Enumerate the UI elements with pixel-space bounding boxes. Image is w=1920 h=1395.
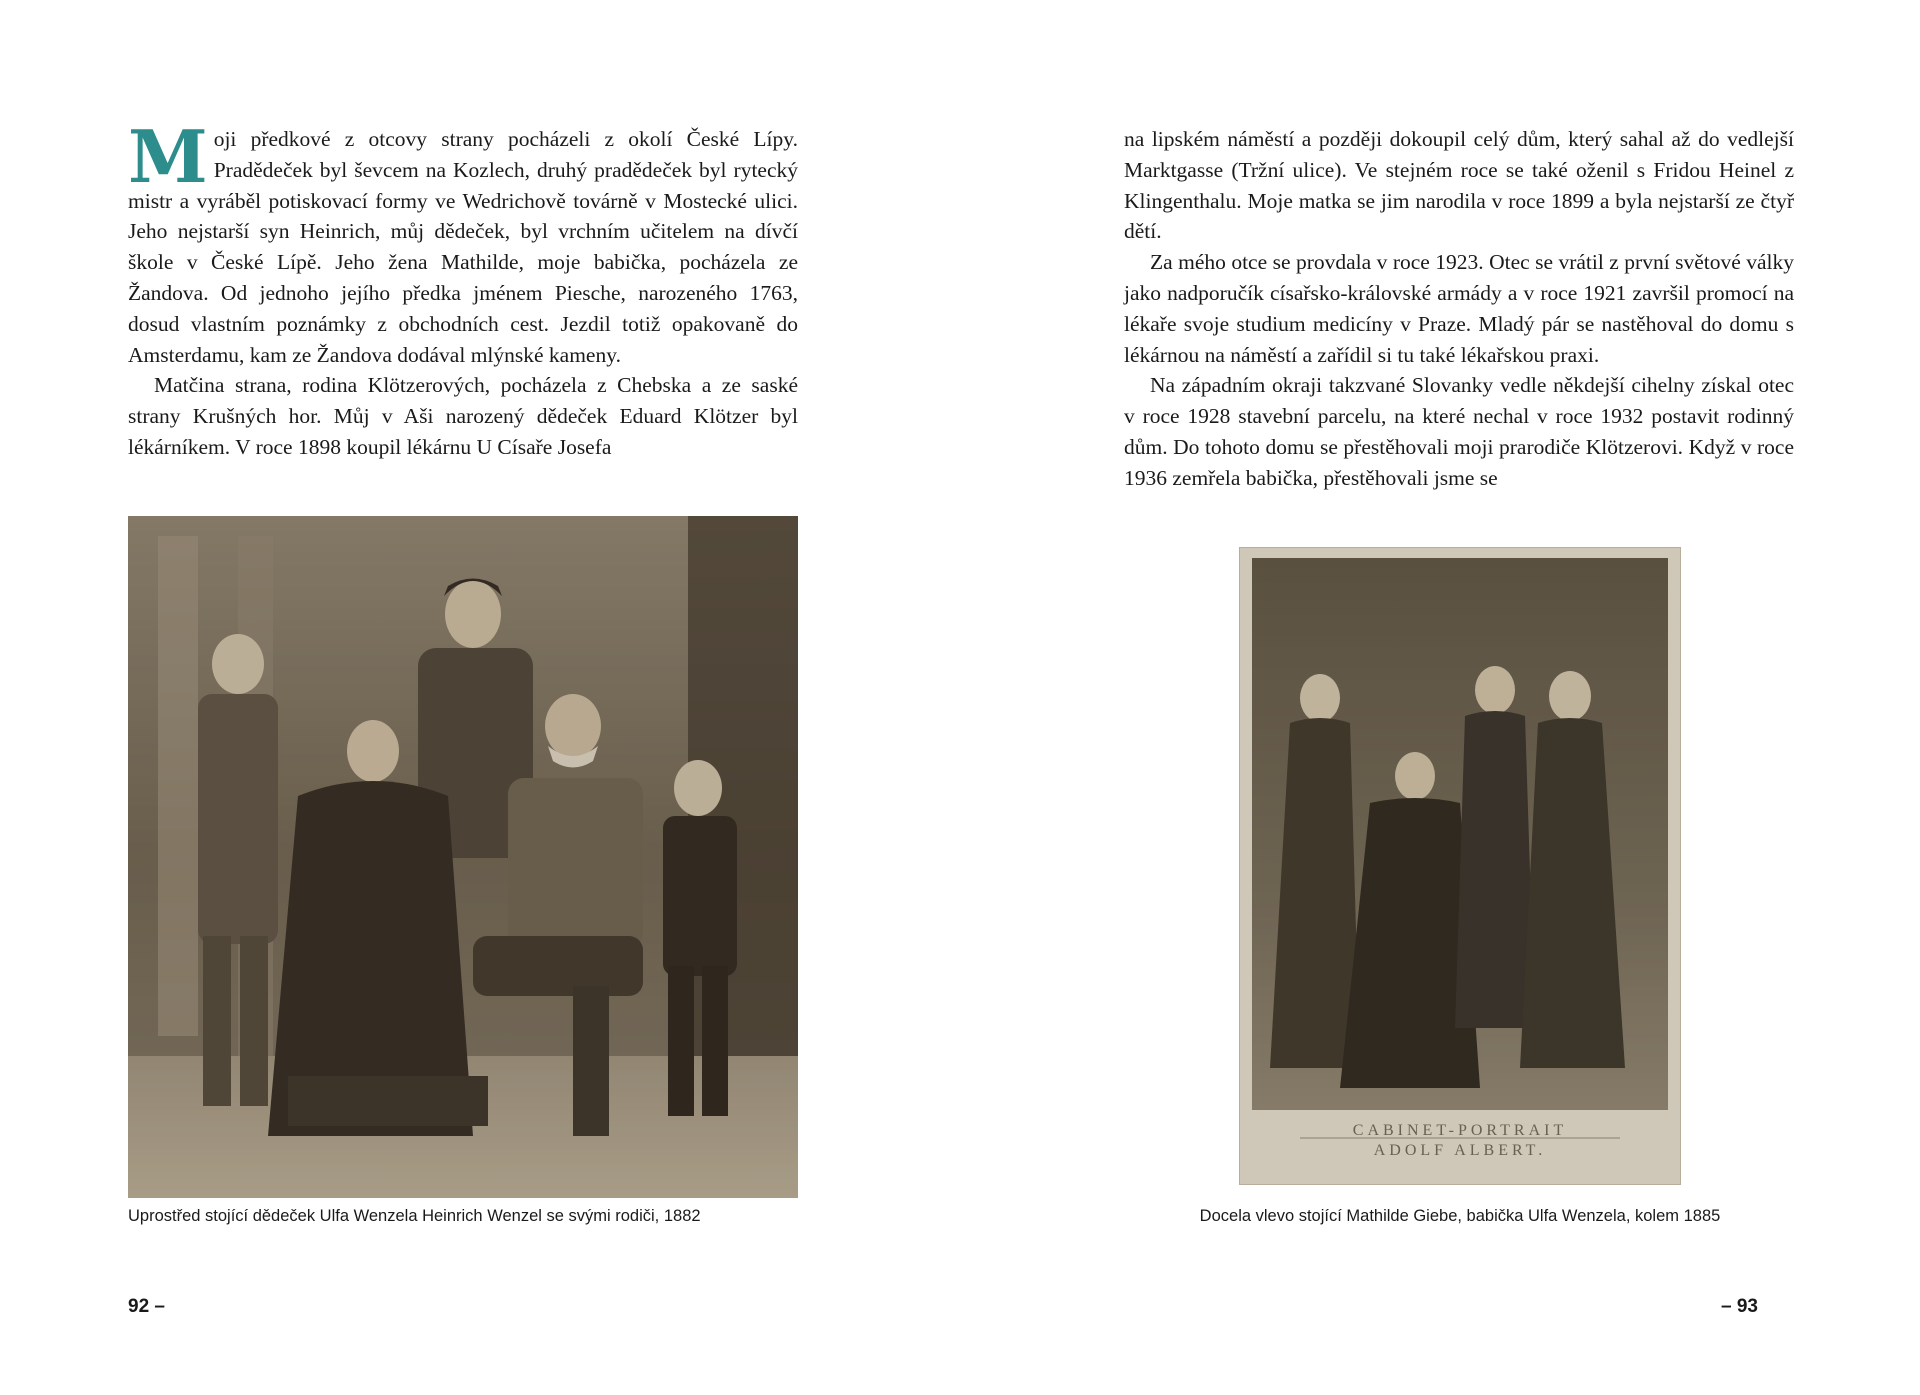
left-paragraph-2: Matčina strana, rodina Klötzerových, pocházela z Chebska a ze saské strany Krušných hor. Můj v Aši narozený dědeček Eduard Klötzer byl lékárníkem. V roce 1898 koupil lékárnu U Císaře Josefa <box>128 373 798 459</box>
left-paragraph-1 <box>128 114 798 370</box>
left-paragraph-1-text: oji předkové z otcovy strany pocházeli z okolí České Lípy. Pradědeček byl ševcem na Kozlech, druhý pradědeček byl rytecký mistr a vyráběl potiskovací formy ve Wedrichově továrně v Mostecké ulici. Jeho nejstarší syn Heinrich, můj dědeček, byl vrchním učitelem na dívčí škole v České Lípě. Jeho žena Mathilde, moje babička, pocházela ze Žandova. Od jednoho jejího předka jménem Piesche, narozeného 1763, dosud vlastním poznámky z obchodních cest. Jezdil totiž opakovaně do Amsterdamu, kam ze Žandova dodával mlýnské kameny. <box>128 127 798 367</box>
right-paragraph-3: Na západním okraji takzvané Slovanky vedle někdejší cihelny získal otec v roce 1928 stavební parcelu, na které nechal v roce 1932 postavit rodinný dům. Do tohoto domu se přestěhovali moji prarodiče Klötzerovi. Když v roce 1936 zemřela babička, přestěhovali jsme se <box>1124 373 1794 490</box>
cabinet-portrait-photo <box>1240 548 1680 1184</box>
left-page-number: 92 – <box>128 1296 165 1317</box>
right-page-number: – 93 <box>1721 1296 1758 1317</box>
left-body-text <box>128 114 798 463</box>
right-photo-caption: Docela vlevo stojící Mathilde Giebe, babička Ulfa Wenzela, kolem 1885 <box>1199 1207 1721 1225</box>
right-paragraph-2: Za mého otce se provdala v roce 1923. Otec se vrátil z první světové války jako nadporučík císařsko-královské armády a v roce 1921 završil promocí na lékaře svoje studium medicíny v Praze. Mladý pár se nastěhoval do domu s lékárnou na náměstí a zařídil si tu také lékařskou praxi. <box>1124 250 1794 367</box>
right-paragraph-1: na lipském náměstí a později dokoupil celý dům, který sahal až do vedlejší Marktgasse (Tržní ulice). Ve stejném roce se také oženil s Fridou Heinel z Klingenthalu. Moje matka se jim narodila v roce 1899 a byla nejstarší ze čtyř dětí. <box>1124 127 1794 244</box>
drop-cap: M <box>128 114 208 199</box>
family-portrait-illustration <box>128 516 798 1198</box>
right-page <box>960 0 1920 1395</box>
family-portrait-photo <box>128 516 798 1198</box>
cabinet-portrait-illustration <box>1240 548 1680 1184</box>
left-photo-caption: Uprostřed stojící dědeček Ulfa Wenzela Heinrich Wenzel se svými rodiči, 1882 <box>128 1207 701 1225</box>
right-body-text <box>1124 124 1794 494</box>
mount-label-line-1: CABINET-PORTRAIT <box>1352 1122 1568 1139</box>
mount-label-line-2: ADOLF ALBERT. <box>1373 1142 1547 1159</box>
